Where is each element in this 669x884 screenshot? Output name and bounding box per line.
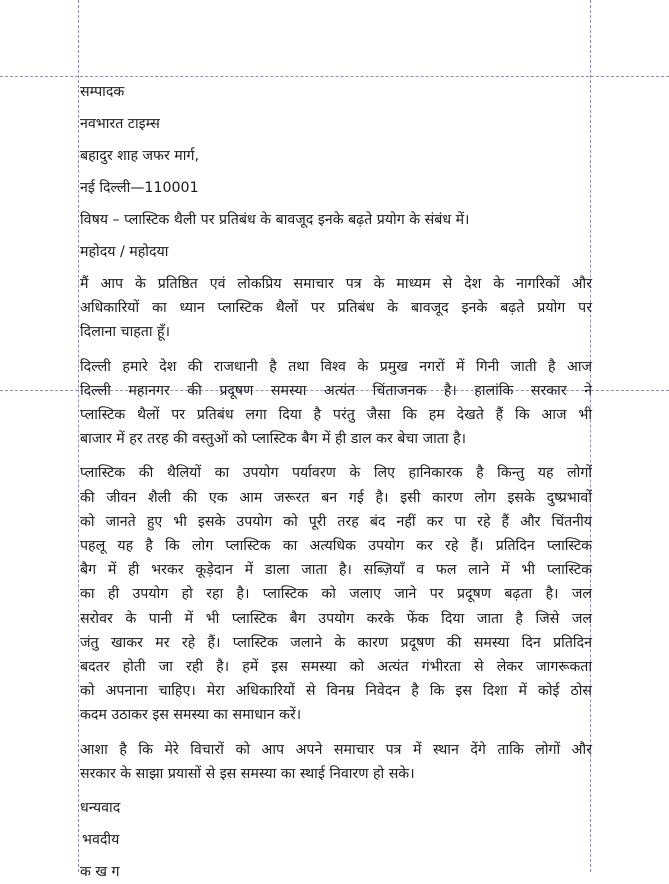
paragraph-line: की जीवन शैली की एक आम जरूरत बन गई है। इसी कारण लोग इसके दुष्प्रभावों [80,489,592,506]
paragraph-4 [80,738,592,786]
paragraph-line: दिलाना चाहता हूँ। [80,324,170,341]
paragraph-line: कदम उठाकर इस समस्या का समाधान करें। [80,707,302,724]
paragraph-line: बाजार में हर तरह की वस्तुओं को प्लास्टिक बैग में ही डाल कर बेचा जाता है। [80,431,466,448]
paragraph-line: आशा है कि मेरे विचारों को आप अपने समाचार पत्र में स्थान देंगे ताकि लोगों और [80,741,592,758]
recipient-city: नई दिल्ली—110001 [80,180,199,196]
left-margin-guide [78,0,79,872]
paragraph-line: को अपनाना चाहिए। मेरा अधिकारियों से विनम्र निवेदन है कि इस दिशा में कोई ठोस [80,683,592,700]
thanks-line: धन्यवाद [80,800,121,817]
recipient-street: बहादुर शाह जफर मार्ग, [80,148,199,164]
paragraph-line: का ही उपयोग हो रहा है। प्लास्टिक को जलाए जाने पर प्रदूषण बढ़ता है। जल [80,586,592,603]
paragraph-line: अधिकारियों का ध्यान प्लास्टिक थैलों पर प्रतिबंध के बावजूद इनके बढ़ते प्रयोग पर [80,300,592,317]
sender-name: क ख ग [80,864,120,881]
paragraph-line: जंतु खाकर मर रहे हैं। प्लास्टिक जलाने के कारण प्रदूषण की समस्या दिन प्रतिदिन [80,634,592,651]
top-margin-guide [0,76,669,77]
paragraph-line: दिल्ली महानगर की प्रदूषण समस्या अत्यंत चिंताजनक है। हालांकि सरकार ने [80,382,592,399]
letter-subject: विषय – प्लास्टिक थैली पर प्रतिबंध के बावजूद इनके बढ़ते प्रयोग के संबंध में। [80,212,470,228]
paragraph-line: बैग में ही भरकर कूड़ेदान में डाला जाता है। सब्ज़ियाँ व फल लाने में भी प्लास्टिक [80,562,592,579]
paragraph-line: प्लास्टिक थैलों पर प्रतिबंध लगा दिया है परंतु जैसा कि हम देखते हैं कि आज भी [80,407,592,424]
recipient-title: सम्पादक [80,84,125,100]
paragraph-line: बदतर होती जा रही है। हमें इस समस्या को अत्यंत गंभीरता से लेकर जागरूकता [80,659,592,676]
paragraph-line: मैं आप के प्रतिष्ठित एवं लोकप्रिय समाचार पत्र के माध्यम से देश के नागरिकों और [80,276,592,292]
salutation: महोदय / महोदया [80,244,169,260]
paragraph-line: सरोवर के पानी में भी प्लास्टिक बैग उपयोग करके फेंक दिया जाता है जिसे जल [80,610,592,627]
closing-line: भवदीय [82,832,120,849]
paragraph-line: प्लास्टिक की थैलियों का उपयोग पर्यावरण के लिए हानिकारक है किन्तु यह लोगों [80,465,592,482]
paragraph-2 [80,355,592,452]
paragraph-line: पहलू यह है कि लोग प्लास्टिक का अत्यधिक उपयोग कर रहे हैं। प्रतिदिन प्लास्टिक [80,538,592,555]
paragraph-line: दिल्ली हमारे देश की राजधानी है तथा विश्व के प्रमुख नगरों में गिनी जाती है आज [80,358,592,375]
paragraph-line: सरकार के साझा प्रयासों से इस समस्या का स्थाई निवारण हो सके। [80,765,415,782]
recipient-newspaper: नवभारत टाइम्स [80,116,160,132]
paragraph-3 [80,461,592,727]
paragraph-1 [80,272,592,345]
letter-body [80,80,592,884]
paragraph-line: को जानते हुए भी इसके उपयोग को पूरी तरह बंद नहीं कर पा रहे हैं और चिंतनीय [80,513,592,530]
